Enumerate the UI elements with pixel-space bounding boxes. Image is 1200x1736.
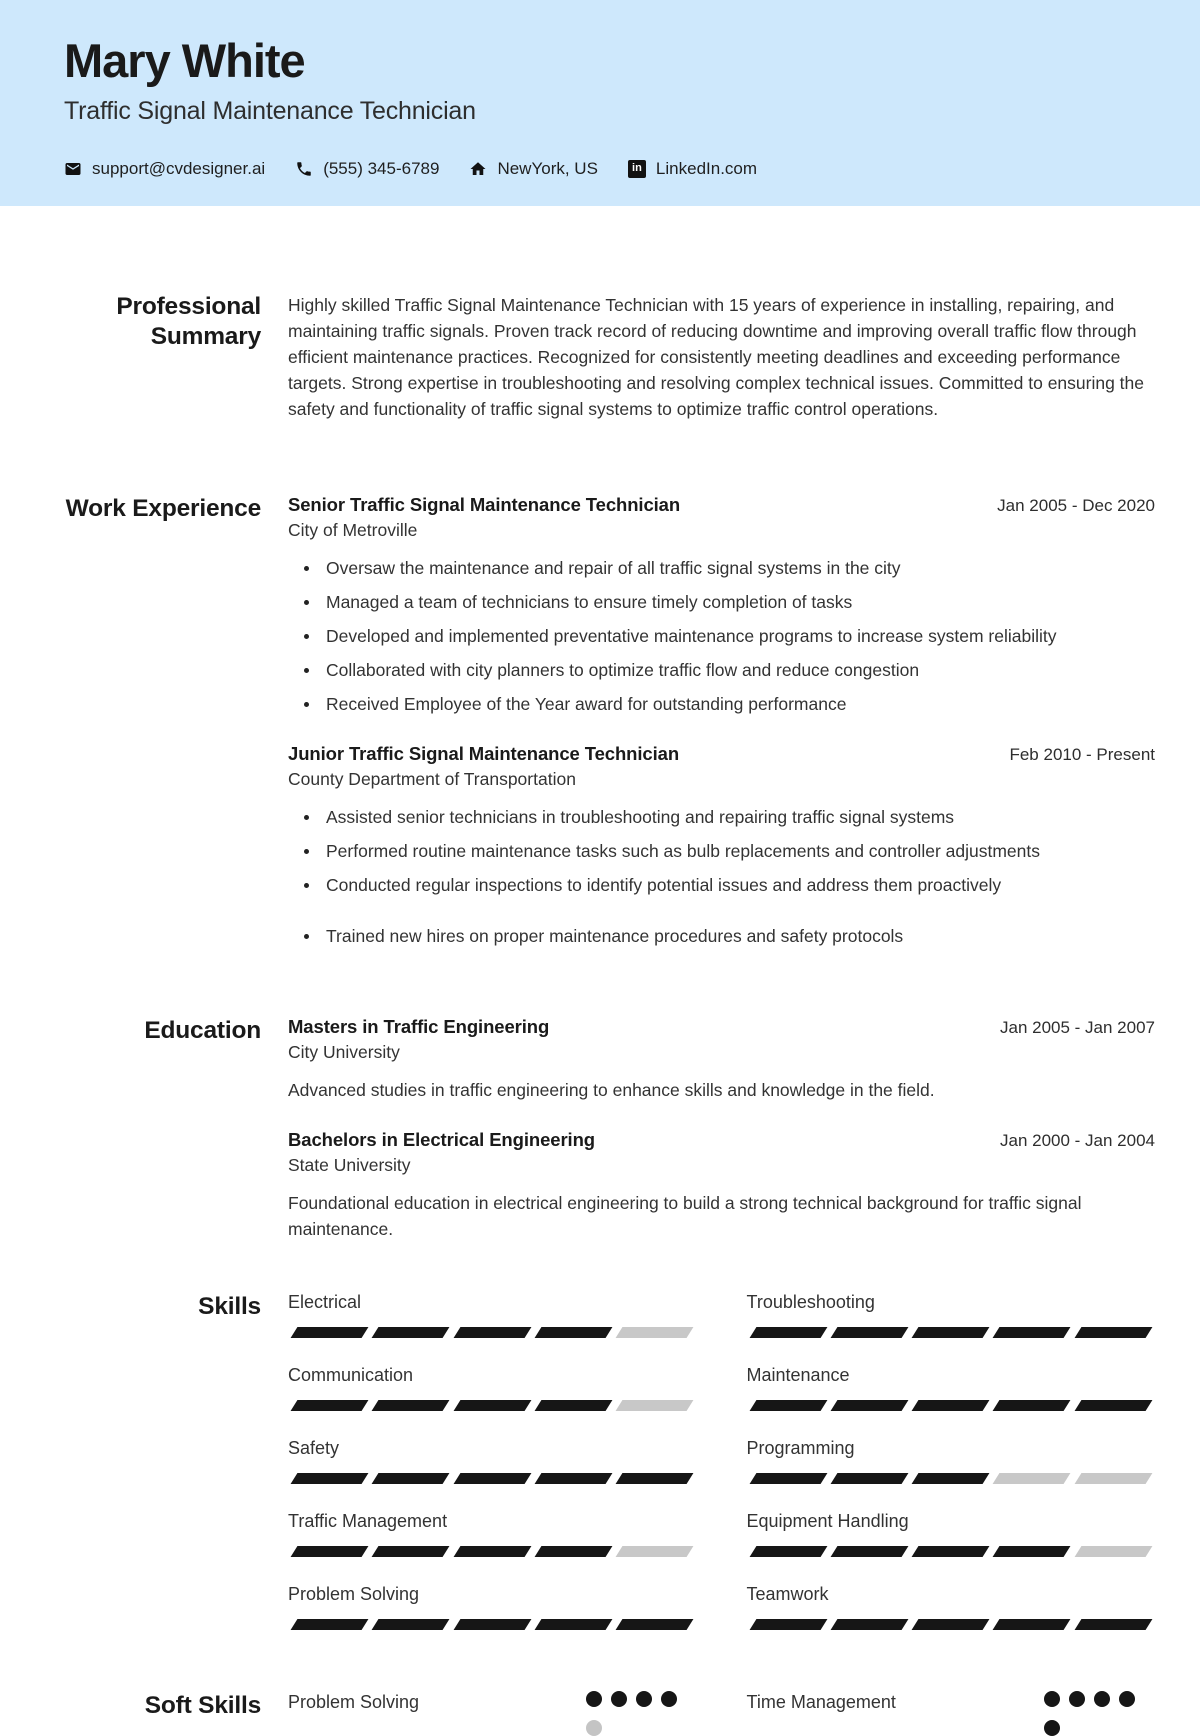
job-bullet: Conducted regular inspections to identify potential issues and address them proactively: [288, 873, 1155, 898]
job-entry: [288, 743, 1155, 949]
job-dates: Jan 2005 - Dec 2020: [997, 496, 1155, 515]
job-bullet: Assisted senior technicians in troubleshooting and repairing traffic signal systems: [288, 805, 1155, 830]
soft-skill-name: Problem Solving: [288, 1692, 420, 1712]
section-heading-skills: Skills: [198, 1293, 261, 1320]
section-soft-skills: [0, 1691, 1200, 1736]
rating-dot-filled: [586, 1691, 602, 1707]
soft-skill-dots: [1044, 1691, 1135, 1736]
contact-linkedin[interactable]: [628, 159, 757, 179]
skill-item: [747, 1584, 1156, 1630]
person-job-title: Traffic Signal Maintenance Technician: [64, 96, 476, 125]
bar-segment-filled: [453, 1327, 531, 1338]
skill-name: Teamwork: [746, 1584, 829, 1604]
soft-skill-item: [288, 1691, 697, 1736]
skill-level-bar: [747, 1619, 1156, 1630]
skill-item: [747, 1511, 1156, 1557]
rating-dot-filled: [661, 1691, 677, 1707]
skill-level-bar: [288, 1327, 697, 1338]
rating-dot-empty: [586, 1720, 602, 1736]
bar-segment-filled: [291, 1473, 369, 1484]
bar-segment-filled: [749, 1546, 827, 1557]
bar-segment-filled: [912, 1400, 990, 1411]
bar-segment-filled: [453, 1400, 531, 1411]
bar-segment-filled: [749, 1473, 827, 1484]
bar-segment-filled: [453, 1619, 531, 1630]
bar-segment-filled: [534, 1327, 612, 1338]
bar-segment-filled: [993, 1546, 1071, 1557]
skill-level-bar: [288, 1473, 697, 1484]
bar-segment-filled: [749, 1327, 827, 1338]
section-heading-education: Education: [144, 1017, 261, 1044]
rating-dot-filled: [1044, 1720, 1060, 1736]
skill-name: Programming: [746, 1438, 855, 1458]
bar-segment-empty: [616, 1327, 694, 1338]
skill-item: [288, 1584, 697, 1630]
bar-segment-filled: [912, 1546, 990, 1557]
job-title-text: Junior Traffic Signal Maintenance Technician: [288, 743, 680, 764]
bar-segment-filled: [453, 1473, 531, 1484]
skill-level-bar: [288, 1619, 697, 1630]
summary-text: Highly skilled Traffic Signal Maintenance Technician with 15 years of experience in installing, repairing, and maintaining traffic signals. Proven track record of reducing downtime and improving overall traffic flow through efficient maintenance practices. Recognized for consistently meeting deadlines and exceeding performance targets. Strong expertise in troubleshooting and resolving complex technical issues. Committed to ensuring the safety and functionality of traffic signal systems to optimize traffic control operations.: [288, 295, 1145, 419]
bar-segment-filled: [830, 1619, 908, 1630]
person-name: Mary White: [64, 34, 305, 87]
bar-segment-filled: [749, 1400, 827, 1411]
rating-dot-filled: [636, 1691, 652, 1707]
job-bullet: Managed a team of technicians to ensure timely completion of tasks: [288, 590, 1155, 615]
skills-grid: [288, 1292, 1155, 1657]
contact-location-text: NewYork, US: [497, 158, 598, 178]
skill-item: [288, 1511, 697, 1557]
skill-item: [288, 1365, 697, 1411]
section-skills: [0, 1292, 1200, 1657]
skill-name: Electrical: [288, 1292, 362, 1312]
contact-location[interactable]: [469, 159, 597, 179]
degree-entry: [288, 1016, 1155, 1103]
bar-segment-filled: [1074, 1400, 1152, 1411]
skill-item: [747, 1365, 1156, 1411]
skill-name: Safety: [288, 1438, 340, 1458]
degree-title: Masters in Traffic Engineering: [288, 1016, 550, 1037]
bar-segment-filled: [291, 1546, 369, 1557]
section-work-experience: [0, 494, 1200, 958]
bar-segment-empty: [616, 1546, 694, 1557]
job-bullet: Developed and implemented preventative maintenance programs to increase system reliability: [288, 624, 1155, 649]
skill-item: [747, 1292, 1156, 1338]
section-heading-experience: Work Experience: [65, 495, 261, 522]
job-bullet: Oversaw the maintenance and repair of all traffic signal systems in the city: [288, 556, 1155, 581]
job-bullet-list: [288, 805, 1155, 949]
contact-row: [64, 159, 1136, 179]
degree-school: City University: [288, 1042, 400, 1062]
bar-segment-filled: [749, 1619, 827, 1630]
rating-dot-filled: [1119, 1691, 1135, 1707]
bar-segment-filled: [912, 1619, 990, 1630]
bar-segment-filled: [1074, 1327, 1152, 1338]
skill-level-bar: [747, 1400, 1156, 1411]
job-company: City of Metroville: [288, 520, 418, 540]
skill-level-bar: [288, 1546, 697, 1557]
bar-segment-filled: [912, 1473, 990, 1484]
degree-description: Advanced studies in traffic engineering to enhance skills and knowledge in the field.: [288, 1080, 935, 1100]
bar-segment-filled: [291, 1327, 369, 1338]
soft-skills-grid: [288, 1691, 1155, 1736]
bar-segment-filled: [291, 1619, 369, 1630]
skill-level-bar: [288, 1400, 697, 1411]
section-professional-summary: [0, 292, 1200, 422]
bar-segment-filled: [1074, 1619, 1152, 1630]
skill-item: [288, 1292, 697, 1338]
bar-segment-filled: [372, 1400, 450, 1411]
degree-dates: Jan 2005 - Jan 2007: [999, 1018, 1155, 1037]
skill-name: Maintenance: [746, 1365, 850, 1385]
job-bullet: Received Employee of the Year award for outstanding performance: [288, 692, 1155, 717]
resume-header: [0, 0, 1200, 206]
bar-segment-empty: [616, 1400, 694, 1411]
skill-level-bar: [747, 1546, 1156, 1557]
bar-segment-filled: [372, 1473, 450, 1484]
skill-item: [288, 1438, 697, 1484]
skill-name: Troubleshooting: [746, 1292, 875, 1312]
job-bullet: Collaborated with city planners to optimize traffic flow and reduce congestion: [288, 658, 1155, 683]
contact-email-text: support@cvdesigner.ai: [92, 158, 266, 178]
bar-segment-filled: [993, 1327, 1071, 1338]
contact-linkedin-text: LinkedIn.com: [655, 158, 758, 178]
bar-segment-empty: [1074, 1546, 1152, 1557]
bar-segment-filled: [830, 1473, 908, 1484]
bar-segment-filled: [616, 1619, 694, 1630]
bar-segment-filled: [534, 1546, 612, 1557]
job-company: County Department of Transportation: [288, 769, 576, 789]
degree-description: Foundational education in electrical engineering to build a strong technical background for traffic signal maintenance.: [288, 1193, 1082, 1239]
soft-skill-dots: [586, 1691, 677, 1736]
skill-name: Traffic Management: [288, 1511, 448, 1531]
bar-segment-empty: [1074, 1473, 1152, 1484]
skill-item: [747, 1438, 1156, 1484]
degree-entry: [288, 1129, 1155, 1242]
job-bullet-list: [288, 556, 1155, 717]
soft-skill-name: Time Management: [746, 1692, 896, 1712]
skill-name: Problem Solving: [288, 1584, 420, 1604]
degree-school: State University: [288, 1155, 411, 1175]
section-heading-summary: Professional Summary: [116, 293, 261, 350]
bar-segment-filled: [830, 1327, 908, 1338]
rating-dot-filled: [1044, 1691, 1060, 1707]
job-bullet: Performed routine maintenance tasks such as bulb replacements and controller adjustments: [288, 839, 1155, 864]
bar-segment-filled: [291, 1400, 369, 1411]
bar-segment-filled: [534, 1473, 612, 1484]
bar-segment-empty: [993, 1473, 1071, 1484]
skill-name: Communication: [288, 1365, 414, 1385]
bar-segment-filled: [993, 1400, 1071, 1411]
bar-segment-filled: [616, 1473, 694, 1484]
bar-segment-filled: [372, 1327, 450, 1338]
section-heading-soft-skills: Soft Skills: [144, 1692, 261, 1719]
job-entry: [288, 494, 1155, 717]
bar-segment-filled: [830, 1400, 908, 1411]
degree-dates: Jan 2000 - Jan 2004: [999, 1131, 1155, 1150]
contact-phone-text: (555) 345-6789: [323, 158, 440, 178]
bar-segment-filled: [453, 1546, 531, 1557]
bar-segment-filled: [372, 1619, 450, 1630]
degree-title: Bachelors in Electrical Engineering: [288, 1129, 595, 1150]
phone-icon: [295, 160, 313, 178]
bar-segment-filled: [372, 1546, 450, 1557]
job-title-text: Senior Traffic Signal Maintenance Technician: [288, 494, 681, 515]
home-icon: [469, 160, 487, 178]
job-bullet: Trained new hires on proper maintenance procedures and safety protocols: [288, 924, 1155, 949]
rating-dot-filled: [611, 1691, 627, 1707]
job-dates: Feb 2010 - Present: [1009, 745, 1155, 764]
skill-name: Equipment Handling: [746, 1511, 909, 1531]
bar-segment-filled: [534, 1619, 612, 1630]
linkedin-icon: in: [628, 160, 646, 178]
soft-skill-item: [747, 1691, 1156, 1736]
skill-level-bar: [747, 1473, 1156, 1484]
bar-segment-filled: [993, 1619, 1071, 1630]
bar-segment-filled: [912, 1327, 990, 1338]
section-education: [0, 1016, 1200, 1242]
contact-email[interactable]: [64, 159, 265, 179]
bar-segment-filled: [830, 1546, 908, 1557]
skill-level-bar: [747, 1327, 1156, 1338]
rating-dot-filled: [1069, 1691, 1085, 1707]
contact-phone[interactable]: [295, 159, 439, 179]
email-icon: [64, 160, 82, 178]
bar-segment-filled: [534, 1400, 612, 1411]
rating-dot-filled: [1094, 1691, 1110, 1707]
